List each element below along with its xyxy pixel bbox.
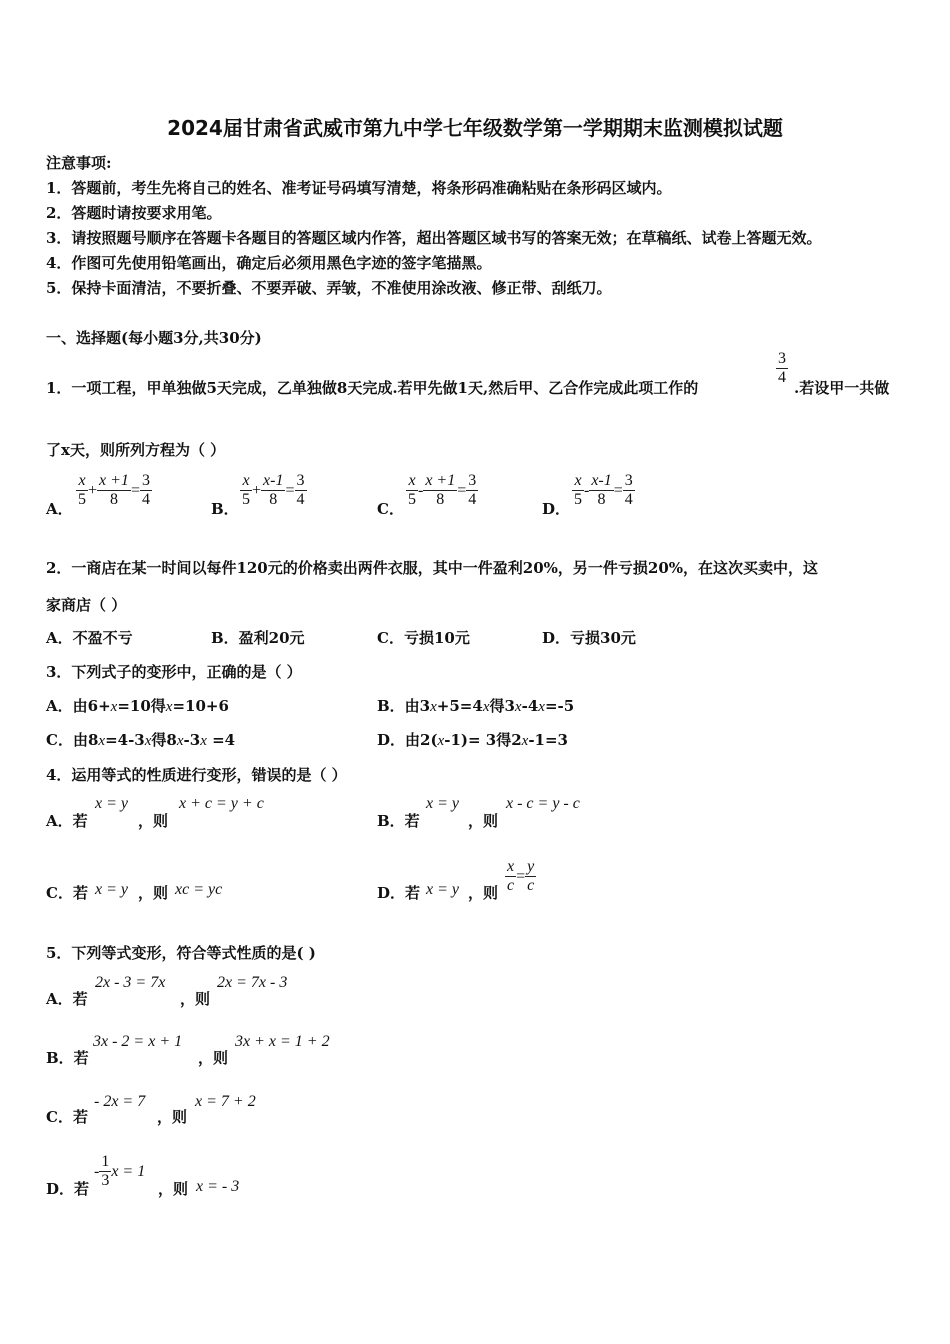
- q5-option-c-premise: - 2x = 7: [94, 1093, 146, 1110]
- q4-option-c-then: ，则: [138, 884, 169, 902]
- q1-text-c: 了x天，则所列方程为（ ）: [46, 441, 226, 459]
- q3-option-b: B．由3x+5=4x得3x-4x=-5: [377, 697, 575, 715]
- q5-option-a-then: ，则: [180, 990, 211, 1008]
- q4-option-d-premise: x = y: [426, 881, 459, 898]
- q1-option-b-label: B．: [211, 500, 239, 518]
- q4-option-a-premise: x = y: [95, 795, 128, 812]
- q4-option-d-then: ，则: [468, 884, 499, 902]
- q1-option-d-equation: $\frac{x}{5}$ - $\frac{x-1}{8}$ = $\frac{3}{4}$: [574, 472, 633, 508]
- q4-option-b-premise: x = y: [426, 795, 459, 812]
- q1-text: 1．一项工程，甲单独做5天完成，乙单独做8天完成.若甲先做1天,然后甲、乙合作完成此项工作的: [46, 379, 699, 397]
- q3-option-d: D．由2(x-1)= 3得2x-1=3: [377, 731, 568, 749]
- notice-item: 3．请按照题号顺序在答题卡各题目的答题区域内作答，超出答题区域书写的答案无效；在草稿纸、试卷上答题无效。: [46, 229, 822, 247]
- q1-option-b-equation: $\frac{x}{5}$ + $\frac{x-1}{8}$ = $\frac{3}{4}$: [242, 472, 305, 508]
- q1-option-c-equation: $\frac{x}{5}$ - $\frac{x +1}{8}$ = $\frac{3}{4}$: [408, 472, 477, 508]
- notice-item: 4．作图可先使用铅笔画出，确定后必须用黑色字迹的签字笔描黑。: [46, 254, 492, 272]
- notice-item: 2．答题时请按要求用笔。: [46, 204, 222, 222]
- q5-option-c-then: ，则: [157, 1108, 188, 1126]
- q2-text: 2．一商店在某一时间以每件120元的价格卖出两件衣服，其中一件盈利20%，另一件亏损20%，在这次买卖中，这: [46, 559, 819, 577]
- section-heading: 一、选择题(每小题3分,共30分): [46, 329, 262, 347]
- q2-option-d: D．亏损30元: [542, 629, 636, 647]
- q5-option-b-then: ，则: [198, 1049, 229, 1067]
- q3-option-a: A．由6+x=10得x=10+6: [46, 697, 229, 715]
- q4-option-a-then: ，则: [138, 812, 169, 830]
- q4-option-c-premise: x = y: [95, 881, 128, 898]
- q3-text: 3．下列式子的变形中，正确的是（ ）: [46, 663, 302, 681]
- q5-option-a-label: A．若: [46, 990, 88, 1008]
- q1-text-b: .若设甲一共做: [794, 379, 890, 397]
- notice-heading: 注意事项:: [46, 154, 112, 172]
- q5-option-c-label: C．若: [46, 1108, 88, 1126]
- q5-option-d-premise: - $\frac{1}{3}$ x = 1: [94, 1153, 146, 1189]
- q1-option-d-label: D．: [542, 500, 571, 518]
- notice-item: 1．答题前，考生先将自己的姓名、准考证号码填写清楚，将条形码准确粘贴在条形码区域内。: [46, 179, 672, 197]
- q5-option-b-premise: 3x - 2 = x + 1: [93, 1033, 183, 1050]
- q4-option-d-result: $\frac{x}{c}$ = $\frac{y}{c}$: [507, 858, 535, 894]
- q3-option-c: C．由8x=4-3x得8x-3x =4: [46, 731, 236, 749]
- q4-option-b-result: x - c = y - c: [506, 795, 580, 812]
- q1-option-c-label: C．: [377, 500, 404, 518]
- q1-option-a-label: A．: [46, 500, 73, 518]
- q1-frac-den: 4: [778, 369, 786, 386]
- q2-option-c: C．亏损10元: [377, 629, 470, 647]
- q4-option-b-label: B．若: [377, 812, 420, 830]
- q5-option-b-label: B．若: [46, 1049, 89, 1067]
- q5-option-c-result: x = 7 + 2: [195, 1093, 256, 1110]
- q1-frac-num: 3: [778, 350, 786, 367]
- q1-option-a-equation: $\frac{x}{5}$ + $\frac{x +1}{8}$ = $\frac{3}{4}$: [78, 472, 150, 508]
- page-title: 2024届甘肃省武威市第九中学七年级数学第一学期期末监测模拟试题: [167, 116, 783, 140]
- q4-text: 4．运用等式的性质进行变形，错误的是（ ）: [46, 766, 347, 784]
- q5-option-d-then: ，则: [158, 1180, 189, 1198]
- q4-option-c-result: xc = yc: [175, 881, 223, 898]
- q4-option-a-result: x + c = y + c: [179, 795, 264, 812]
- notice-item: 5．保持卡面清洁，不要折叠、不要弄破、弄皱，不准使用涂改液、修正带、刮纸刀。: [46, 279, 612, 297]
- q4-option-a-label: A．若: [46, 812, 88, 830]
- q4-option-d-label: D．若: [377, 884, 421, 902]
- q4-option-b-then: ，则: [468, 812, 499, 830]
- q5-option-b-result: 3x + x = 1 + 2: [235, 1033, 330, 1050]
- q5-option-a-premise: 2x - 3 = 7x: [95, 974, 166, 991]
- q1-fraction: [776, 350, 788, 387]
- q5-text: 5．下列等式变形，符合等式性质的是( ): [46, 944, 316, 962]
- q5-option-d-label: D．若: [46, 1180, 90, 1198]
- q2-option-b: B．盈利20元: [211, 629, 305, 647]
- q2-option-a: A．不盈不亏: [46, 629, 133, 647]
- q4-option-c-label: C．若: [46, 884, 88, 902]
- q5-option-d-result: x = - 3: [196, 1178, 240, 1195]
- q2-text-b: 家商店（ ）: [46, 596, 127, 614]
- q5-option-a-result: 2x = 7x - 3: [217, 974, 288, 991]
